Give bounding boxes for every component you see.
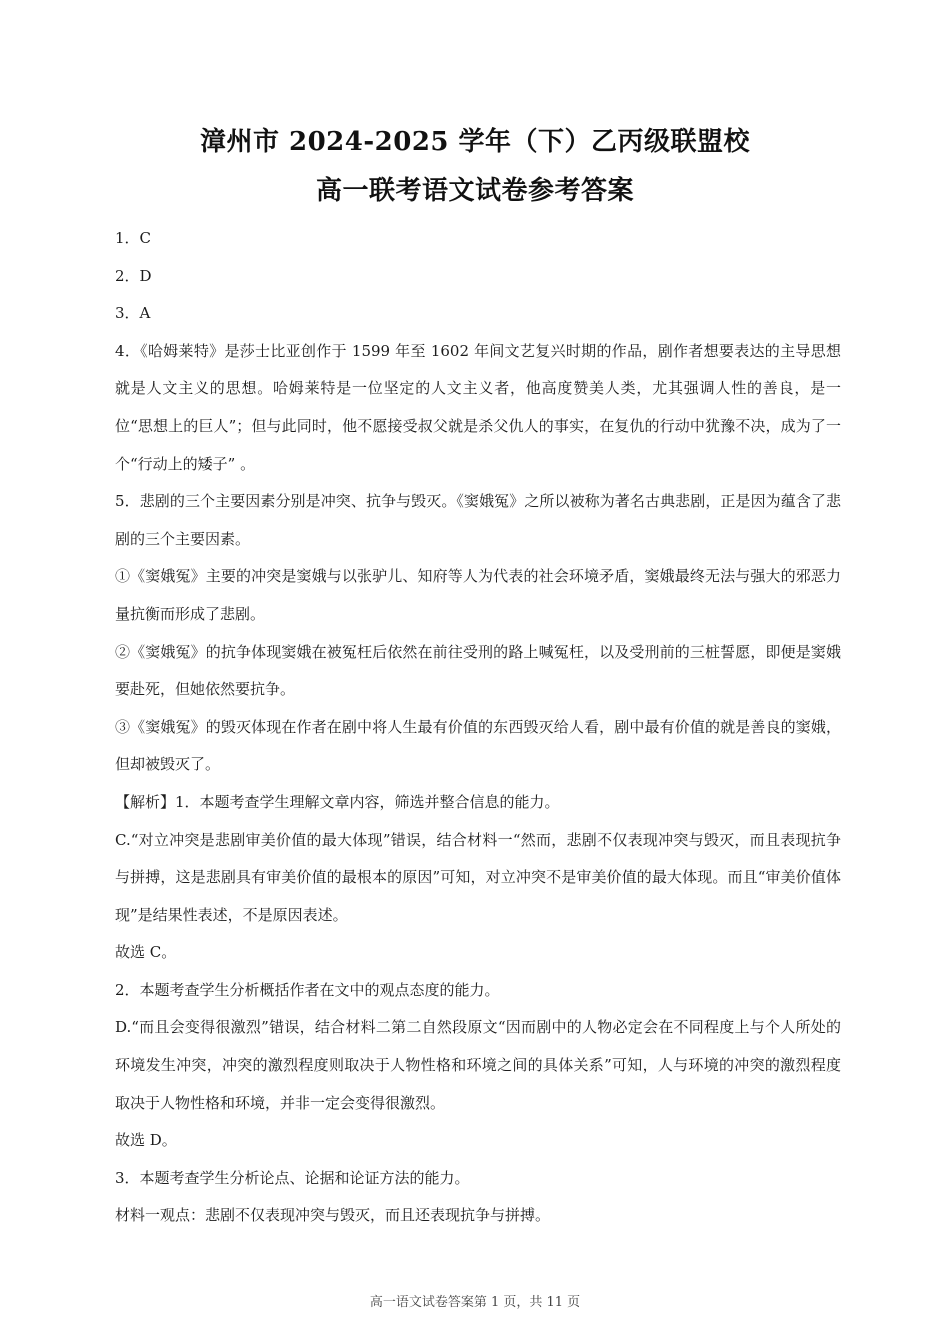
analysis-1-conclusion: 故选 C。	[115, 943, 177, 962]
analysis-2-conclusion: 故选 D。	[115, 1131, 177, 1150]
analysis-2-heading: 2．本题考查学生分析概括作者在文中的观点态度的能力。	[115, 980, 500, 999]
document-title-line1: 漳州市 2024-2025 学年（下）乙丙级联盟校	[199, 127, 751, 157]
analysis-2-body: D.“而且会变得很激烈”错误，结合材料二第二自然段原文“因而剧中的人物必定会在不同程度上与个人所处的环境发生冲突，冲突的激烈程度则取决于人物性格和环境之间的具体关系”可知，人与环境的冲突的激烈程度取决于人物性格和环境，并非一定会变得很激烈。	[115, 1018, 841, 1112]
analysis-3-heading: 3．本题考查学生分析论点、论据和论证方法的能力。	[115, 1168, 470, 1187]
page-footer: 高一语文试卷答案第 1 页，共 11 页	[369, 1295, 581, 1310]
answer-4: 4．《哈姆莱特》是莎士比亚创作于 1599 年至 1602 年间文艺复兴时期的作品，剧作者想要表达的主导思想就是人文主义的思想。哈姆莱特是一位坚定的人文主义者，他高度赞美人类，尤其强调人性的善良，是一位“思想上的巨人”；但与此同时，他不愿接受叔父就是杀父仇人的事实，在复仇的行动中犹豫不决，成为了一个“行动上的矮子” 。	[115, 341, 841, 473]
document-title-line2: 高一联考语文试卷参考答案	[315, 176, 634, 206]
answer-3: 3．A	[115, 304, 151, 323]
analysis-1-heading: 【解析】1．本题考查学生理解文章内容，筛选并整合信息的能力。	[115, 792, 560, 811]
answer-content	[115, 220, 841, 1235]
analysis-3-body: 材料一观点：悲剧不仅表现冲突与毁灭，而且还表现抗争与拼搏。	[115, 1206, 551, 1225]
answer-5: 5．悲剧的三个主要因素分别是冲突、抗争与毁灭。《窦娥冤》之所以被称为著名古典悲剧，正是因为蕴含了悲剧的三个主要因素。	[115, 492, 841, 548]
answer-5-point-3: ③《窦娥冤》的毁灭体现在作者在剧中将人生最有价值的东西毁灭给人看，剧中最有价值的就是善良的窦娥，但却被毁灭了。	[115, 717, 841, 774]
answer-1: 1．C	[115, 229, 152, 247]
analysis-1-body: C.“对立冲突是悲剧审美价值的最大体现”错误，结合材料一“然而，悲剧不仅表现冲突与毁灭，而且表现抗争与拼搏，这是悲剧具有审美价值的最根本的原因”可知，对立冲突不是审美价值的最大体现。而且“审美价值体现”是结果性表述，不是原因表述。	[115, 830, 841, 924]
answer-5-point-2: ②《窦娥冤》的抗争体现窦娥在被冤枉后依然在前往受刑的路上喊冤枉，以及受刑前的三桩誓愿，即便是窦娥要赴死，但她依然要抗争。	[115, 642, 841, 699]
answer-5-point-1: ①《窦娥冤》主要的冲突是窦娥与以张驴儿、知府等人为代表的社会环境矛盾，窦娥最终无法与强大的邪恶力量抗衡而形成了悲剧。	[115, 567, 841, 623]
answer-2: 2．D	[115, 266, 152, 285]
